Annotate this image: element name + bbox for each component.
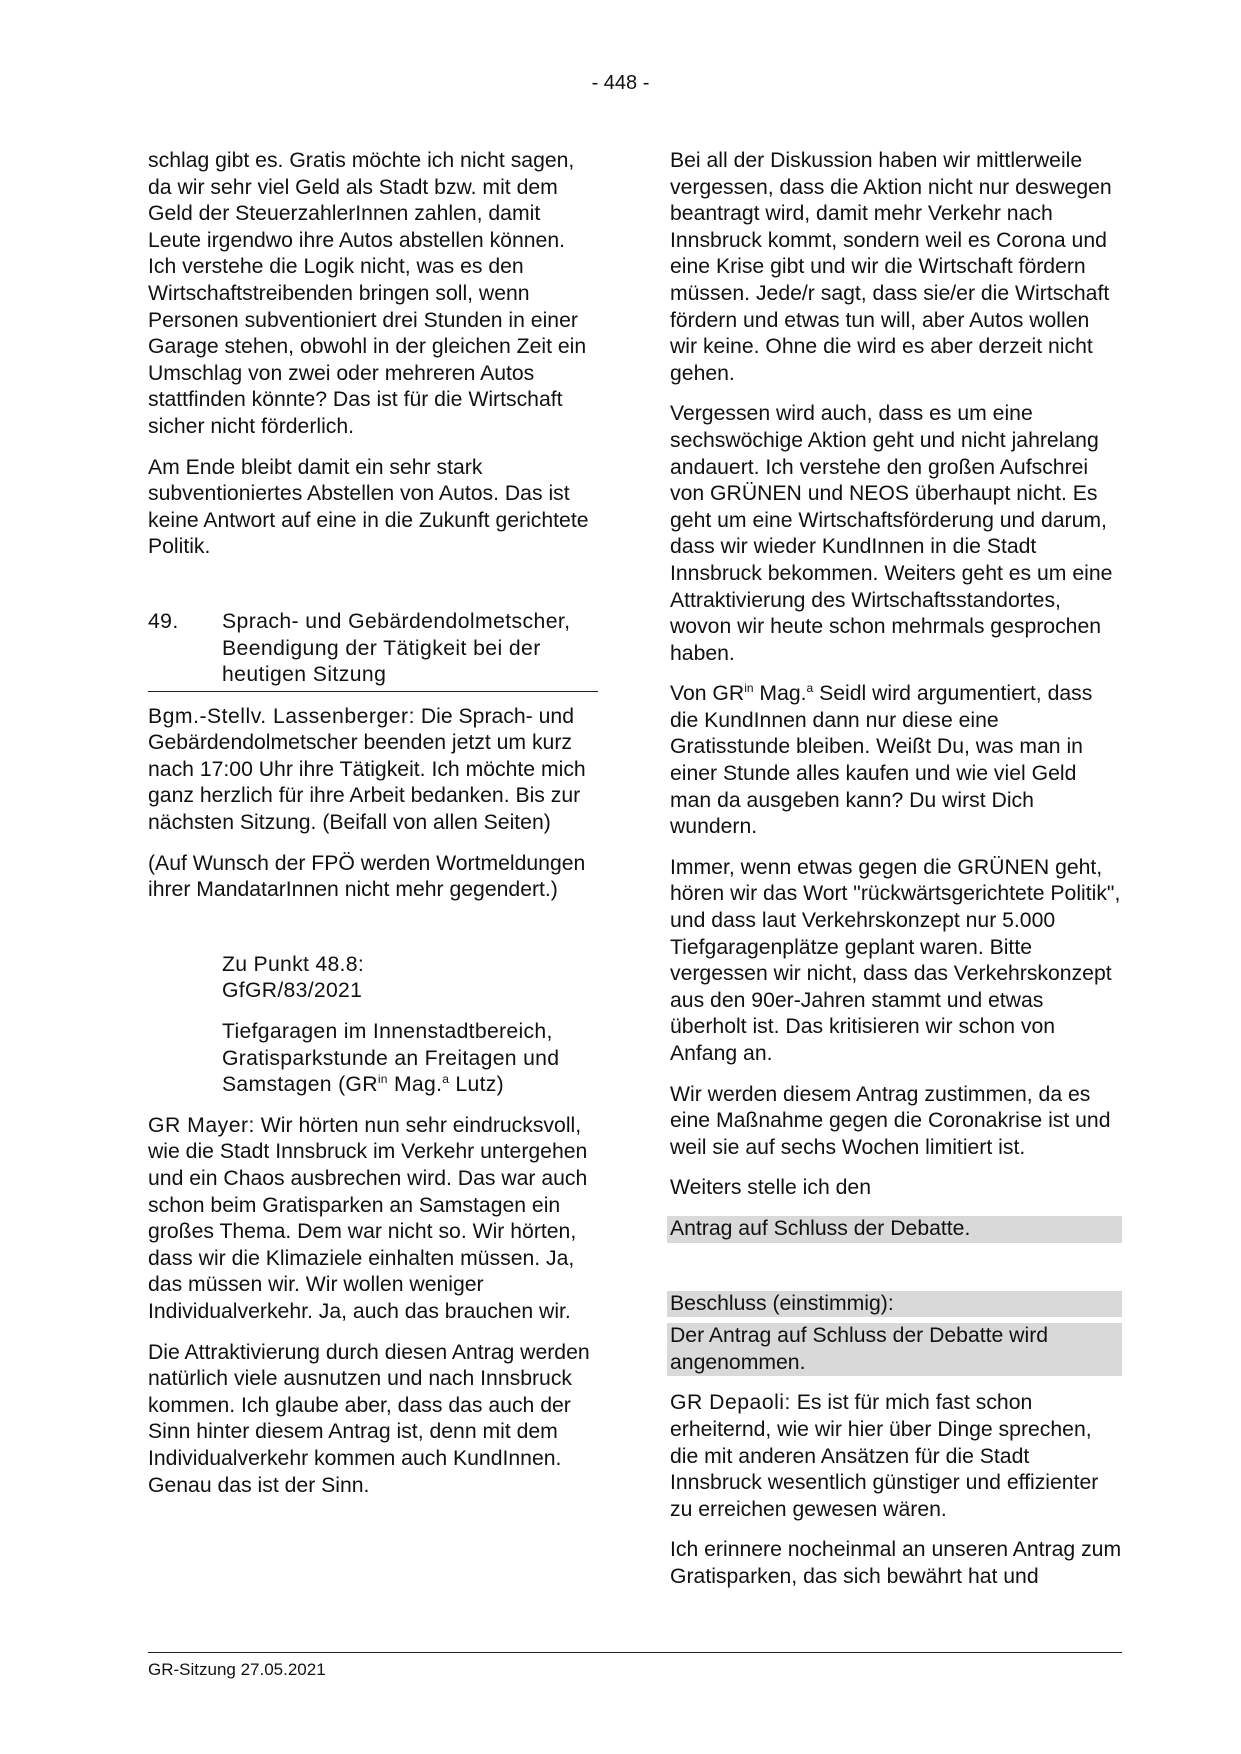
reference-title: Tiefgaragen im Innenstadtbereich, Gratisparkstunde an Freitagen und Samstagen ($GR^{in}$ Mag.$^a$ Lutz) xyxy=(222,1020,560,1097)
right-column xyxy=(670,148,1122,1605)
decision-text: Der Antrag auf Schluss der Debatte wird angenommen. xyxy=(667,1323,1122,1376)
paragraph: Von $GR^{in}$ Mag.$^a$ Seidl wird argumentiert, dass die KundInnen dann nur diese eine Gratisstunde bleiben. Weißt Du, was man in einer Stunde alles kaufen und wie viel Geld man da ausgeben kann? Du wirst Dich wundern. xyxy=(670,681,1093,839)
page-number: - 448 - xyxy=(591,72,650,94)
paragraph xyxy=(148,704,598,837)
paragraph: Ich erinnere nocheinmal an unseren Antrag zum Gratisparken, das sich bewährt hat und xyxy=(670,1538,1122,1588)
decision-label: Beschluss (einstimmig): xyxy=(667,1291,1122,1318)
reference-block xyxy=(222,952,598,1099)
footer-divider xyxy=(148,1652,1122,1653)
paragraph: (Auf Wunsch der FPÖ werden Wortmeldungen ihrer MandatarInnen nicht mehr gegendert.) xyxy=(148,851,586,902)
paragraph: Immer, wenn etwas gegen die GRÜNEN geht, hören wir das Wort "rückwärtsgerichtete Politik", und dass laut Verkehrskonzept nur 5.000 Tiefgaragenplätze geplant waren. Bitte vergessen wir nicht, dass das Verkehrskonzept aus den 90er-Jahren stammt und etwas überholt ist. Das kritisieren wir schon von Anfang an. xyxy=(670,855,1121,1065)
agenda-item-title: Sprach- und Gebärdendolmetscher, Beendigung der Tätigkeit bei der heutigen Sitzung xyxy=(222,609,571,687)
paragraph xyxy=(670,1390,1122,1523)
agenda-item-heading xyxy=(148,609,598,692)
paragraph: Wir werden diesem Antrag zustimmen, da es eine Maßnahme gegen die Coronakrise ist und weil sie auf sechs Wochen limitiert ist. xyxy=(670,1082,1111,1159)
speech-text: Wir hörten nun sehr eindrucksvoll, wie die Stadt Innsbruck im Verkehr untergehen und ein Chaos ausbrechen wird. Das war auch schon beim Gratisparken an Samstagen ein großes Thema. Dem war nicht so. Wir hörten, dass wir die Klimaziele einhalten müssen. Ja, das müssen wir. Wir wollen weniger Individualverkehr. Ja, auch das brauchen wir. xyxy=(148,1113,588,1323)
paragraph: Weiters stelle ich den xyxy=(670,1176,871,1200)
reference-line: GfGR/83/2021 xyxy=(222,979,363,1003)
left-column xyxy=(148,148,598,1513)
paragraph: schlag gibt es. Gratis möchte ich nicht sagen, da wir sehr viel Geld als Stadt bzw. mit dem Geld der SteuerzahlerInnen zahlen, damit Leute irgendwo ihre Autos abstellen können. Ich verstehe die Logik nicht, was es den Wirtschaftstreibenden bringen soll, wenn Personen subventioniert drei Stunden in einer Garage stehen, obwohl in der gleichen Zeit ein Umschlag von zwei oder mehreren Autos stattfinden könnte? Das ist für die Wirtschaft sicher nicht förderlich. xyxy=(148,149,587,438)
speech-text: Die Sprach- und Gebärdendolmetscher beenden jetzt um kurz nach 17:00 Uhr ihre Tätigkeit. Ich möchte mich ganz herzlich für ihre Arbeit bedanken. Bis zur nächsten Sitzung. (Beifall von allen Seiten) xyxy=(148,704,586,835)
paragraph: Vergessen wird auch, dass es um eine sechswöchige Aktion geht und nicht jahrelang andauert. Ich verstehe den großen Aufschrei von GRÜNEN und NEOS überhaupt nicht. Es geht um eine Wirtschaftsförderung und darum, dass wir wieder KundInnen in die Stadt Innsbruck bekommen. Weiters geht es um eine Attraktivierung des Wirtschaftsstandortes, wovon wir heute schon mehrmals gesprochen haben. xyxy=(670,402,1113,665)
motion-text: Antrag auf Schluss der Debatte. xyxy=(667,1216,1122,1243)
footer-session-date: GR-Sitzung 27.05.2021 xyxy=(148,1660,326,1679)
paragraph: Die Attraktivierung durch diesen Antrag werden natürlich viele ausnutzen und nach Innsbruck kommen. Ich glaube aber, dass das auch der Sinn hinter diesem Antrag ist, denn mit dem Individualverkehr kommen auch KundInnen. Genau das ist der Sinn. xyxy=(148,1340,590,1497)
paragraph xyxy=(148,1113,598,1326)
speaker-name: GR Depaoli: xyxy=(670,1391,791,1415)
speech-text: Es ist für mich fast schon erheiternd, wie wir hier über Dinge sprechen, die mit anderen Ansätzen für die Stadt Innsbruck wesentlich günstiger und effizienter zu erreichen gewesen wären. xyxy=(670,1391,1099,1521)
agenda-item-number: 49. xyxy=(148,609,179,633)
paragraph: Bei all der Diskussion haben wir mittlerweile vergessen, dass die Aktion nicht nur deswegen beantragt wird, damit mehr Verkehr nach Innsbruck kommt, sondern weil es Corona und eine Krise gibt und wir die Wirtschaft fördern müssen. Jede/r sagt, dass sie/er die Wirtschaft fördern und etwas tun will, aber Autos wollen wir keine. Ohne die wird es aber derzeit nicht gehen. xyxy=(670,149,1112,385)
speaker-name: GR Mayer: xyxy=(148,1113,255,1137)
speaker-name: Bgm.-Stellv. Lassenberger: xyxy=(148,704,415,728)
reference-line: Zu Punkt 48.8: xyxy=(222,952,365,976)
paragraph: Am Ende bleibt damit ein sehr stark subventioniertes Abstellen von Autos. Das ist keine Antwort auf eine in die Zukunft gerichtete Politik. xyxy=(148,455,589,559)
